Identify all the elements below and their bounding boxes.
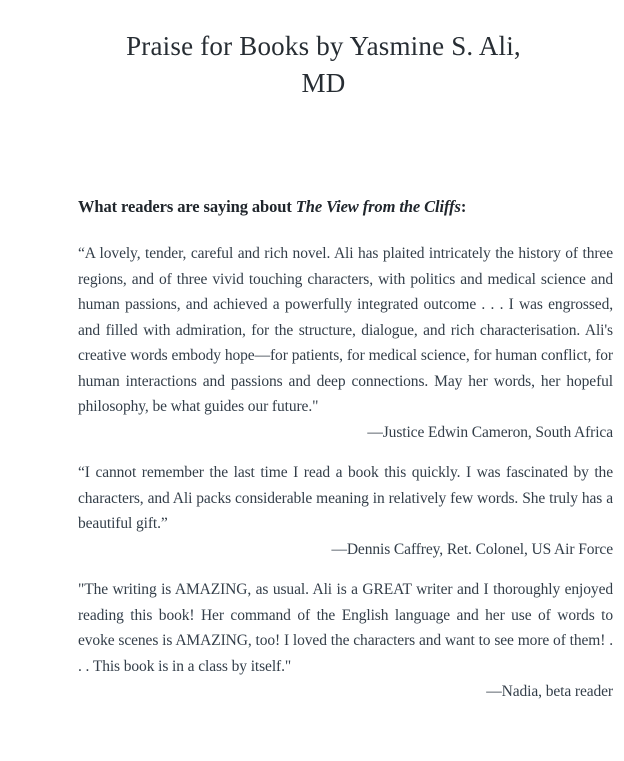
testimonial-3-blockquote <box>78 577 613 679</box>
testimonial-1-blockquote <box>78 241 613 420</box>
section-heading <box>78 195 613 219</box>
testimonial-attribution: —Justice Edwin Cameron, South Africa <box>367 423 613 441</box>
testimonial-attribution: —Nadia, beta reader <box>486 683 613 700</box>
testimonial-2 <box>78 460 613 562</box>
testimonial-quote: “A lovely, tender, careful and rich novel. Ali has plaited intricately the history of three regions, and of three vivid touching characters, with politics and medical science and human passions, and achieved a powerfully integrated outcome . . . I was engrossed, and filled with admiration, for the structure, dialogue, and rich characterisation. Ali's creative words embody hope—for patients, for medical science, for human conflict, for human interactions and passions and deep connections. May her words, her hopeful philosophy, be what guides our future." <box>78 245 613 415</box>
testimonial-quote: "The writing is AMAZING, as usual. Ali is a GREAT writer and I thoroughly enjoyed reading this book! Her command of the English language and her use of words to evoke scenes is AMAZING, too! I loved the characters and want to see more of them! . . . This book is in a class by itself." <box>78 581 613 675</box>
section-heading-colon: : <box>460 197 467 216</box>
testimonial-2-blockquote <box>78 460 613 537</box>
page-title <box>34 28 613 102</box>
page-title-line-1: Praise for Books by Yasmine S. Ali, <box>126 31 521 61</box>
testimonial-attribution: —Dennis Caffrey, Ret. Colonel, US Air Force <box>331 540 613 558</box>
section-heading-book-title: The View from the Cliffs <box>295 197 461 216</box>
page-title-line-2: MD <box>301 68 346 98</box>
testimonial-1 <box>78 241 613 445</box>
testimonial-3 <box>78 577 613 705</box>
testimonial-quote: “I cannot remember the last time I read a book this quickly. I was fascinated by the characters, and Ali packs considerable meaning in relatively few words. She truly has a beautiful gift.” <box>78 464 613 532</box>
section-heading-prefix: What readers are saying about <box>78 197 296 216</box>
